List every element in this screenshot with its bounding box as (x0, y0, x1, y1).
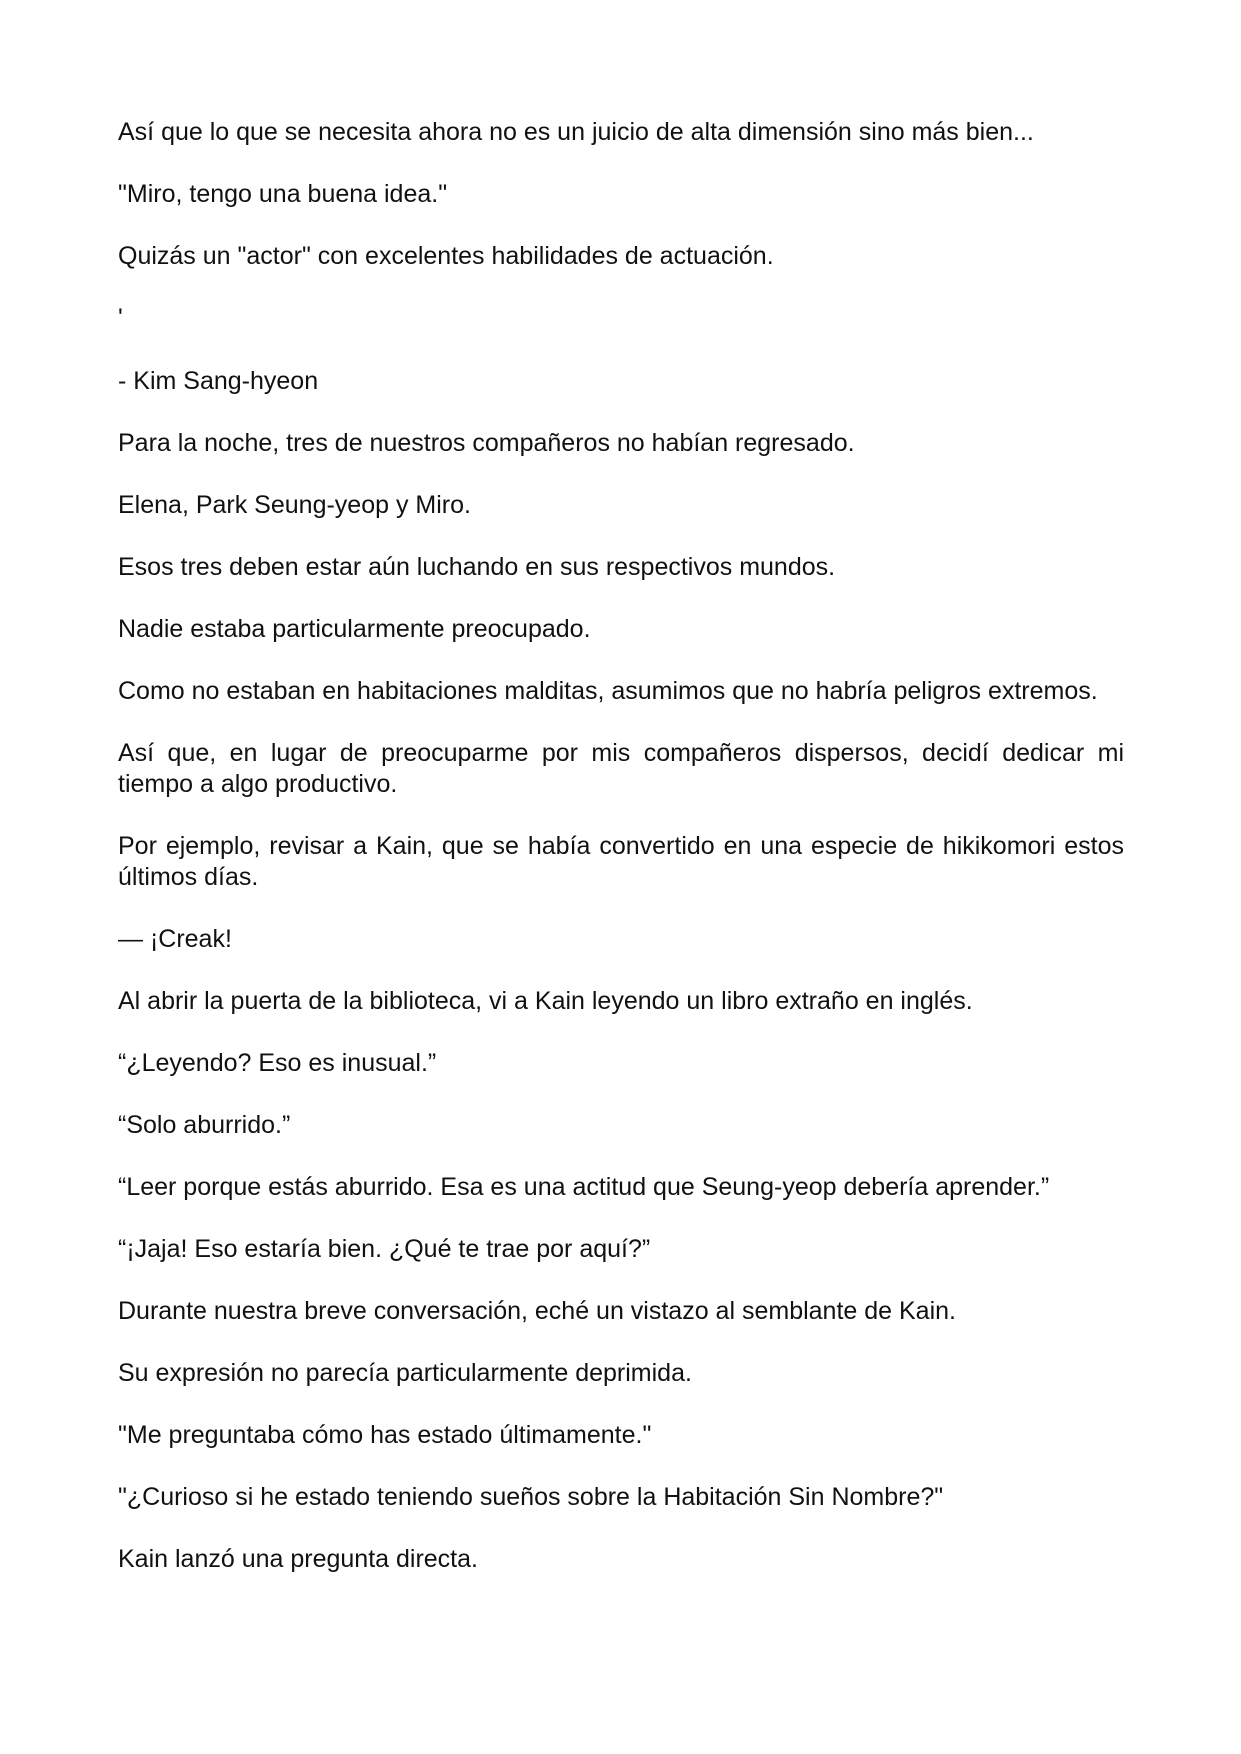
paragraph: Así que, en lugar de preocuparme por mis compañeros dispersos, decidí dedicar mi tiempo a algo productivo. (118, 739, 1124, 798)
paragraph: Elena, Park Seung-yeop y Miro. (118, 491, 471, 519)
paragraph: “Leer porque estás aburrido. Esa es una actitud que Seung-yeop debería aprender.” (118, 1173, 1050, 1201)
paragraph: “¿Leyendo? Eso es inusual.” (118, 1049, 437, 1077)
paragraph: "Me preguntaba cómo has estado últimamente." (118, 1421, 652, 1449)
paragraph: “¡Jaja! Eso estaría bien. ¿Qué te trae por aquí?” (118, 1235, 651, 1263)
paragraph: Durante nuestra breve conversación, eché un vistazo al semblante de Kain. (118, 1297, 956, 1325)
paragraph: Para la noche, tres de nuestros compañeros no habían regresado. (118, 429, 855, 457)
paragraph: Por ejemplo, revisar a Kain, que se había convertido en una especie de hikikomori estos últimos días. (118, 832, 1124, 891)
paragraph: Nadie estaba particularmente preocupado. (118, 615, 591, 643)
paragraph: Esos tres deben estar aún luchando en sus respectivos mundos. (118, 553, 836, 581)
paragraph: "¿Curioso si he estado teniendo sueños sobre la Habitación Sin Nombre?" (118, 1483, 944, 1511)
separator-mark (118, 303, 1124, 366)
paragraph: Como no estaban en habitaciones malditas, asumimos que no habría peligros extremos. (118, 677, 1098, 705)
paragraph: Su expresión no parecía particularmente deprimida. (118, 1359, 692, 1387)
paragraph: Al abrir la puerta de la biblioteca, vi a Kain leyendo un libro extraño en inglés. (118, 987, 973, 1015)
paragraph: Quizás un "actor" con excelentes habilidades de actuación. (118, 242, 774, 270)
paragraph: "Miro, tengo una buena idea." (118, 180, 448, 208)
section-author: - Kim Sang-hyeon (118, 367, 319, 395)
paragraph: Kain lanzó una pregunta directa. (118, 1545, 478, 1573)
paragraph: “Solo aburrido.” (118, 1111, 291, 1139)
paragraph: — ¡Creak! (118, 925, 232, 953)
separator-glyph: ' (118, 304, 123, 332)
paragraph: Así que lo que se necesita ahora no es un juicio de alta dimensión sino más bien... (118, 118, 1034, 146)
body-text (118, 117, 1124, 1606)
